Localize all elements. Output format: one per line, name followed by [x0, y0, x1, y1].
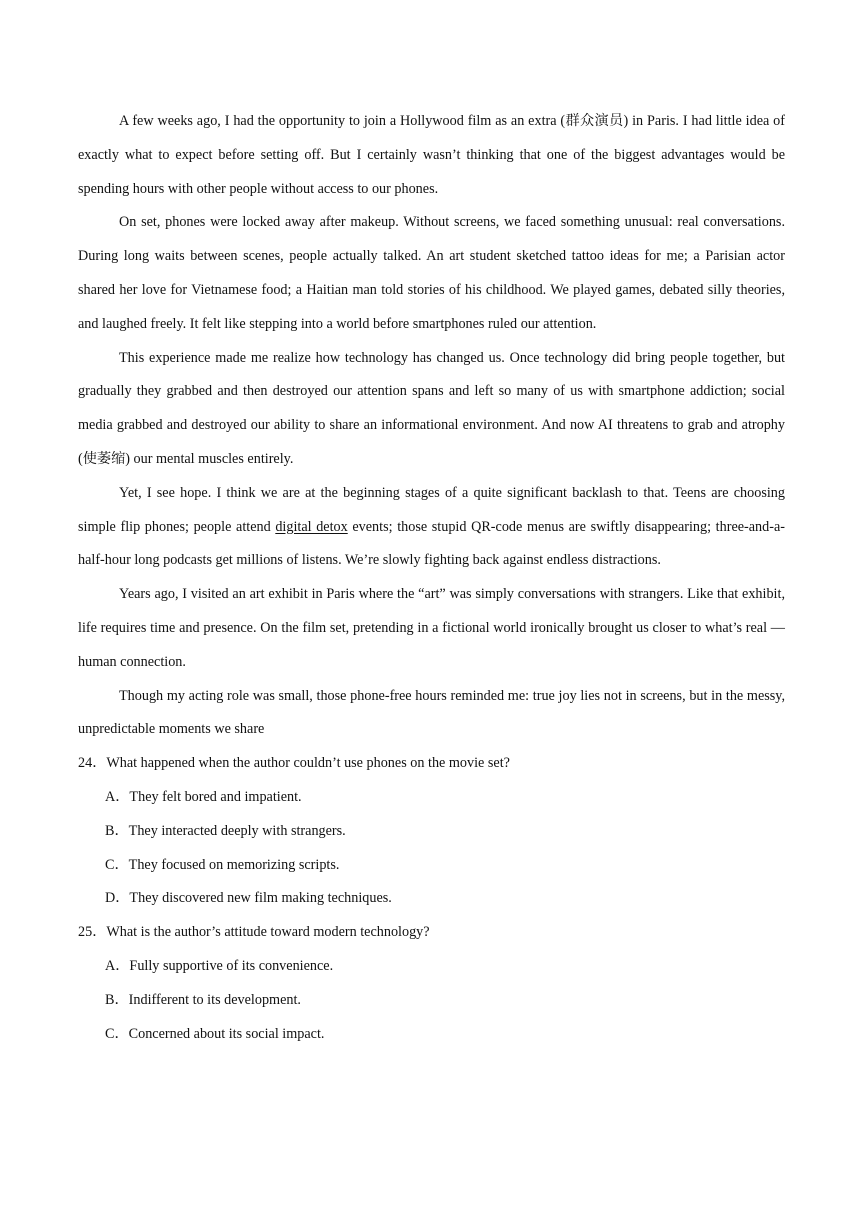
passage-paragraph-5: Years ago, I visited an art exhibit in Paris where the “art” was simply conversations with strangers. Like that exhibit, life requires time and presence. On the film set, pretending in a fictional world ironically brought us closer to what’s real — human connection.	[78, 586, 785, 670]
passage-paragraph-4	[78, 477, 785, 578]
passage-paragraph-6: Though my acting role was small, those phone-free hours reminded me: true joy lies not in screens, but in the messy, unpredictable moments we share	[78, 687, 785, 738]
question-stem: 25．What is the author’s attitude toward modern technology?	[78, 924, 430, 941]
answer-option-c: C．They focused on memorizing scripts.	[105, 856, 340, 873]
answer-option-a: A．Fully supportive of its convenience.	[105, 957, 334, 974]
paragraph-4-text-end: events; those stupid QR-code menus are swiftly disappearing; three-and-a-half-hour long podcasts get millions of listens. We’re slowly fighting back against endless distractions.	[78, 518, 785, 569]
underlined-phrase: digital detox	[275, 518, 348, 535]
passage-paragraph-1: A few weeks ago, I had the opportunity to join a Hollywood film as an extra (群众演员) in Paris. I had little idea of exactly what to expect before setting off. But I certainly wasn’t thinking that one of the biggest advantages would be spending hours with other people without access to our phones.	[78, 113, 785, 197]
reading-passage	[78, 105, 785, 747]
question-24	[78, 747, 785, 916]
answer-option-b: B．They interacted deeply with strangers.	[105, 822, 346, 839]
paragraph-4-text-start: Yet, I see hope. I think we are at the beginning stages of a quite significant backlash to that. Teens are choosing simple flip phones; people attend	[78, 484, 785, 535]
answer-option-b: B．Indifferent to its development.	[105, 991, 301, 1008]
answer-option-a: A．They felt bored and impatient.	[105, 788, 302, 805]
answer-option-c: C．Concerned about its social impact.	[105, 1025, 325, 1042]
question-25	[78, 916, 785, 1051]
question-stem: 24．What happened when the author couldn’t use phones on the movie set?	[78, 755, 510, 772]
passage-paragraph-2: On set, phones were locked away after makeup. Without screens, we faced something unusual: real conversations. During long waits between scenes, people actually talked. An art student sketched tattoo ideas for me; a Parisian actor shared her love for Vietnamese food; a Haitian man told stories of his childhood. We played games, debated silly theories, and laughed freely. It felt like stepping into a world before smartphones ruled our attention.	[78, 214, 785, 332]
document-page	[78, 105, 785, 1051]
passage-paragraph-3: This experience made me realize how technology has changed us. Once technology did bring people together, but gradually they grabbed and then destroyed our attention spans and left so many of us with smartphone addiction; social media grabbed and destroyed our ability to share an informational environment. And now AI threatens to grab and atrophy (使萎缩) our mental muscles entirely.	[78, 349, 785, 467]
answer-option-d: D．They discovered new film making techniques.	[105, 890, 392, 907]
